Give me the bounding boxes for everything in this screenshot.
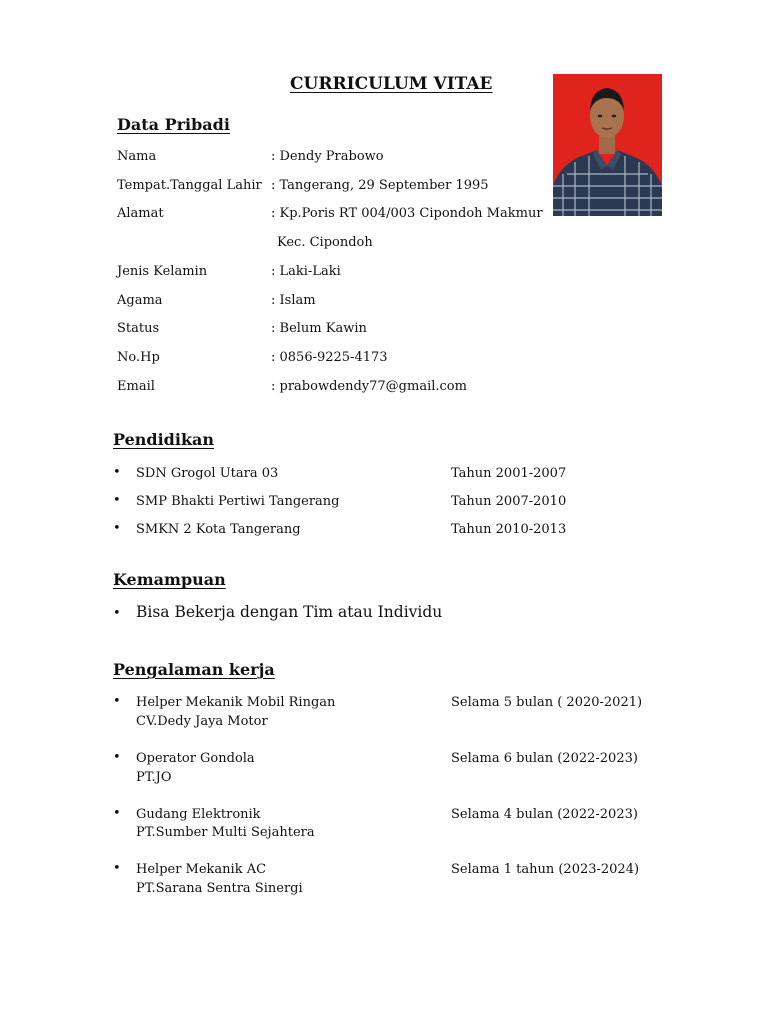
experience-company: PT.JO xyxy=(136,770,172,785)
education-school: SMP Bhakti Pertiwi Tangerang xyxy=(136,494,340,509)
field-label: Email xyxy=(117,379,155,394)
bullet-icon: • xyxy=(113,750,121,765)
field-label: Alamat xyxy=(117,206,164,221)
field-label: Nama xyxy=(117,149,157,164)
field-value: : Islam xyxy=(271,293,316,308)
field-value: : 0856-9225-4173 xyxy=(271,350,388,365)
experience-company: CV.Dedy Jaya Motor xyxy=(136,714,268,729)
education-years: Tahun 2001-2007 xyxy=(451,466,567,481)
field-label: Jenis Kelamin xyxy=(117,264,208,279)
section-heading-education: Pendidikan xyxy=(113,430,215,449)
experience-duration: Selama 6 bulan (2022-2023) xyxy=(451,751,638,766)
education-years: Tahun 2007-2010 xyxy=(451,494,567,509)
bullet-icon: • xyxy=(113,806,121,821)
experience-duration: Selama 5 bulan ( 2020-2021) xyxy=(451,695,643,710)
education-school: SMKN 2 Kota Tangerang xyxy=(136,522,301,537)
experience-company: PT.Sumber Multi Sejahtera xyxy=(136,825,315,840)
experience-company: PT.Sarana Sentra Sinergi xyxy=(136,881,303,896)
field-value: : Belum Kawin xyxy=(271,321,367,336)
bullet-icon: • xyxy=(113,521,121,536)
field-label: Agama xyxy=(117,293,163,308)
field-value: : prabowdendy77@gmail.com xyxy=(271,379,467,394)
bullet-icon: • xyxy=(113,861,121,876)
field-label: Tempat.Tanggal Lahir xyxy=(117,178,262,193)
field-value: : Kp.Poris RT 004/003 Cipondoh Makmur xyxy=(271,206,543,221)
education-years: Tahun 2010-2013 xyxy=(451,522,567,537)
field-label: Status xyxy=(117,321,160,336)
field-value: : Dendy Prabowo xyxy=(271,149,384,164)
bullet-icon: • xyxy=(113,493,121,508)
field-label: No.Hp xyxy=(117,350,160,365)
field-value: Kec. Cipondoh xyxy=(277,235,373,250)
profile-photo xyxy=(553,74,662,216)
page-title: CURRICULUM VITAE xyxy=(290,74,493,94)
bullet-icon: • xyxy=(113,465,121,480)
education-school: SDN Grogol Utara 03 xyxy=(136,466,279,481)
experience-role: Gudang Elektronik xyxy=(136,807,261,822)
experience-duration: Selama 1 tahun (2023-2024) xyxy=(451,862,640,877)
skill-text: Bisa Bekerja dengan Tim atau Individu xyxy=(136,603,443,621)
section-heading-experience: Pengalaman kerja xyxy=(113,660,275,679)
field-value: : Tangerang, 29 September 1995 xyxy=(271,178,489,193)
experience-role: Helper Mekanik Mobil Ringan xyxy=(136,695,336,710)
person-portrait-icon xyxy=(553,74,662,216)
section-heading-skills: Kemampuan xyxy=(113,570,226,589)
experience-duration: Selama 4 bulan (2022-2023) xyxy=(451,807,638,822)
field-value: : Laki-Laki xyxy=(271,264,341,279)
bullet-icon: • xyxy=(113,694,121,709)
experience-role: Helper Mekanik AC xyxy=(136,862,267,877)
bullet-icon: • xyxy=(113,606,121,621)
section-heading-personal: Data Pribadi xyxy=(117,115,230,134)
experience-role: Operator Gondola xyxy=(136,751,255,766)
